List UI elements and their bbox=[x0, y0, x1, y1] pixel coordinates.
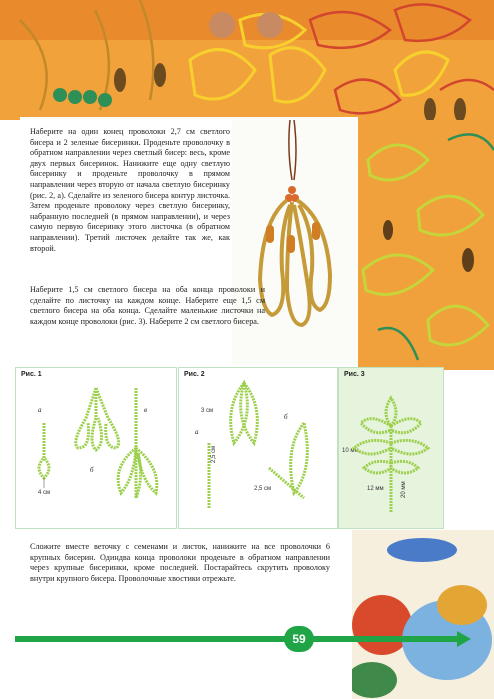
figure-3 bbox=[338, 367, 444, 529]
figure-1-letter-b: б bbox=[90, 466, 94, 474]
beaded-mushrooms-illustration bbox=[352, 530, 494, 699]
figure-2-letter-a: а bbox=[195, 428, 199, 436]
beaded-leaves-photo-top bbox=[0, 0, 494, 120]
beaded-leaves-photo-right bbox=[358, 120, 494, 370]
figure-3-dim-2: 12 мм bbox=[367, 486, 384, 492]
paragraph-2: Наберите 1,5 см светлого бисера на оба конца проволоки и сделайте по листочку на каждом конце. Наберите еще 1,5 см светлого бисера на оба конца. Сделайте маленькие листочки на каждом конце проволоки (рис. 3). Наберите 2 см светлого бисера. bbox=[30, 285, 265, 326]
figure-2-dim-3: 2,5 см bbox=[254, 486, 272, 492]
figure-2-dim-1: 3 см bbox=[201, 408, 214, 414]
figure-1-label: Рис. 1 bbox=[21, 371, 42, 378]
footer-arrow-icon bbox=[457, 631, 471, 647]
figure-2 bbox=[178, 367, 338, 529]
figure-1-diagram bbox=[16, 368, 176, 528]
beaded-branch-photo bbox=[232, 120, 358, 365]
figure-1 bbox=[15, 367, 177, 529]
figure-2-dim-2: 2,5 см bbox=[211, 445, 217, 463]
figure-3-label: Рис. 3 bbox=[344, 371, 365, 378]
figure-2-diagram bbox=[179, 368, 337, 528]
figures-row bbox=[15, 367, 342, 532]
figure-3-dim-3: 20 мм bbox=[401, 481, 407, 498]
figure-2-letter-b: б bbox=[284, 413, 288, 421]
paragraph-1: Наберите на один конец проволоки 2,7 см светлого бисера и 2 зеленые бисеринки. Проденьте проволочку в обратном направлении через светлый бисер: весь, кроме двух первых бисеринок. Нанижите еще одну светлую бисеринку и проденьте проволочку в прямом направлении через вторую от начала светлую бисеринку (рис. 2, а). Сделайте из зеленого бисера контур листочка. Затем проденьте проволоку через светлую бисеринку, набранную последней (в прямом направлении), и через самую первую бисеринку этого листочка (в обратном направлении). Третий листочек делайте так же, как второй. bbox=[30, 127, 230, 253]
beaded-branches-illustration bbox=[0, 0, 494, 120]
paragraph-3: Сложите вместе веточку с семенами и листок, нанижите на все проволочки 6 крупных бисерин. Одиндва конца проволоки проденьте в обратном направлении через крупные бисеринки, кроме последней. Постарайтесь скрутить проволоку внутри крупного бисера. Проволочные хвостики отрежьте. bbox=[30, 542, 330, 583]
beaded-mushrooms-photo bbox=[352, 530, 494, 699]
beaded-leaves-illustration bbox=[358, 120, 494, 370]
figure-1-letter-a: а bbox=[38, 406, 42, 414]
footer-bar bbox=[15, 636, 460, 642]
figure-3-dim-1: 10 мм bbox=[342, 448, 359, 454]
page-number: 59 bbox=[284, 626, 314, 652]
figure-3-diagram bbox=[339, 368, 443, 528]
figure-2-label: Рис. 2 bbox=[184, 371, 205, 378]
seed-branch-illustration bbox=[232, 120, 358, 365]
figure-1-letter-v: в bbox=[144, 406, 148, 414]
figure-1-dim: 4 см bbox=[38, 490, 51, 496]
